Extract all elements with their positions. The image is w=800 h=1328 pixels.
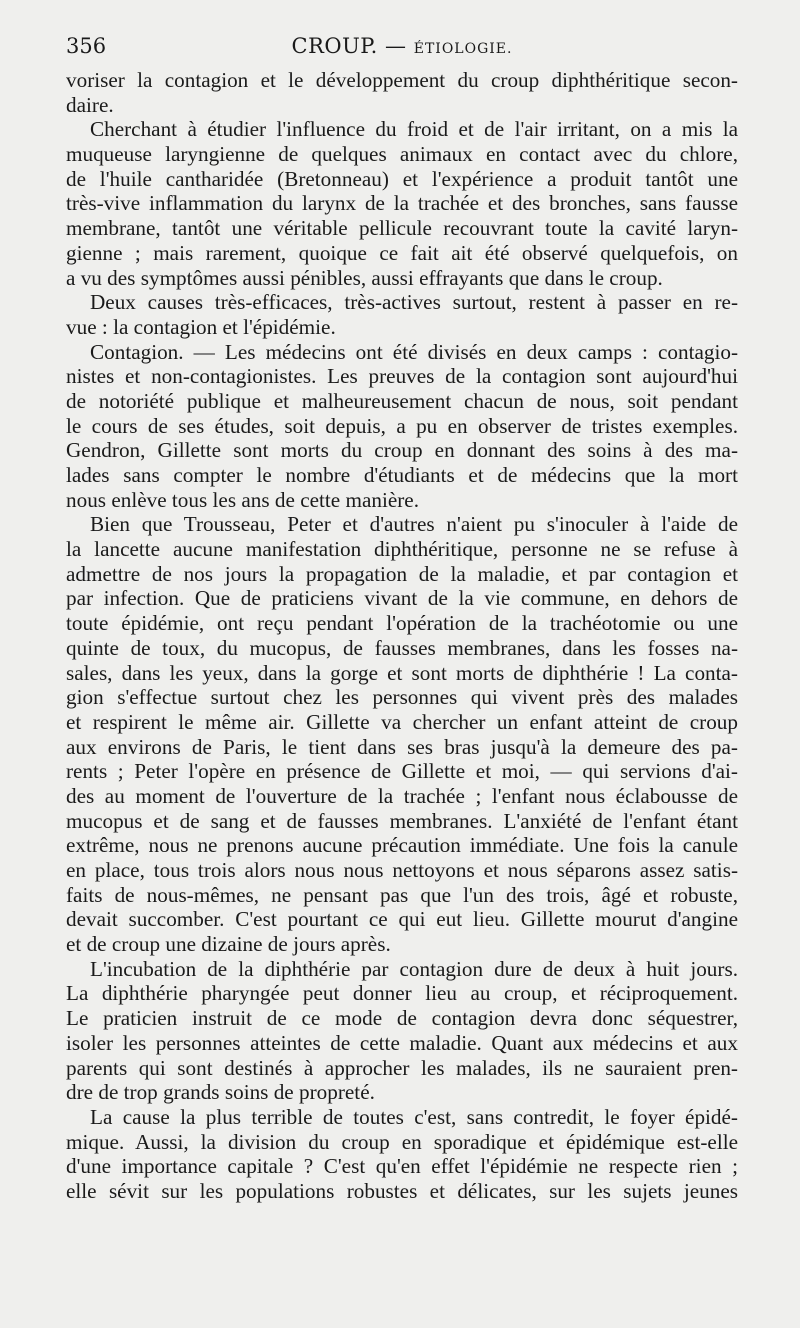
- text-line: voriser la contagion et le développement du croup diphthéritique secon-: [66, 68, 738, 92]
- text-line: quinte de toux, du mucopus, de fausses membranes, dans les fosses na-: [66, 635, 738, 660]
- text-line: a vu des symptômes aussi pénibles, aussi effrayants que dans le croup.: [66, 265, 663, 290]
- page-number: 356: [66, 34, 107, 58]
- text-line: membrane, tantôt une véritable pellicule recouvrant toute la cavité laryn-: [66, 216, 738, 241]
- text-line: aux environs de Paris, le tient dans ses bras jusqu'à la demeure des pa-: [66, 734, 738, 759]
- text-line: dre de trop grands soins de propreté.: [66, 1080, 375, 1105]
- text-line: et respirent le même air. Gillette va chercher un enfant atteint de croup: [66, 709, 738, 734]
- text-line: vue : la contagion et l'épidémie.: [66, 314, 336, 339]
- text-line: mique. Aussi, la division du croup en sporadique et épidémique est-elle: [66, 1129, 738, 1154]
- text-line: toute épidémie, ont reçu pendant l'opération de la trachéotomie ou une: [66, 611, 738, 636]
- text-line: gion s'effectue surtout chez les personnes qui vivent près des malades: [66, 685, 738, 710]
- text-line: des au moment de l'ouverture de la trachée ; l'enfant nous éclabousse de: [66, 783, 738, 808]
- text-line: par infection. Que de praticiens vivant de la vie commune, en dehors de: [66, 586, 738, 611]
- text-line: La cause la plus terrible de toutes c'est, sans contredit, le foyer épidé-: [90, 1104, 738, 1129]
- text-line: admettre de nos jours la propagation de la maladie, et par contagion et: [66, 561, 738, 586]
- text-line: parents qui sont destinés à approcher les malades, ils ne sauraient pren-: [66, 1055, 738, 1080]
- text-line: isoler les personnes atteintes de cette maladie. Quant aux médecins et aux: [66, 1030, 738, 1055]
- text-line: Deux causes très-efficaces, très-actives surtout, restent à passer en re-: [90, 290, 738, 315]
- title-sub: ÉTIOLOGIE.: [413, 41, 513, 57]
- text-line: sales, dans les yeux, dans la gorge et sont morts de diphthérie ! La conta-: [66, 660, 738, 685]
- text-line: rents ; Peter l'opère en présence de Gillette et moi, — qui servions d'ai-: [66, 759, 738, 784]
- text-line: le cours de ses études, soit depuis, a pu en observer de tristes exemples.: [66, 413, 738, 438]
- text-line: Bien que Trousseau, Peter et d'autres n'aient pu s'inoculer à l'aide de: [90, 512, 738, 537]
- text-line: Cherchant à étudier l'influence du froid et de l'air irritant, on a mis la: [90, 117, 738, 142]
- running-header: [66, 34, 738, 60]
- text-line: en place, tous trois alors nous nous nettoyons et nous séparons assez satis-: [66, 858, 738, 882]
- text-line: et de croup une dizaine de jours après.: [66, 932, 391, 957]
- text-line: de l'huile cantharidée (Bretonneau) et l'expérience a produit tantôt une: [66, 166, 738, 191]
- text-line: de notoriété publique et malheureusement chacun de nous, soit pendant: [66, 388, 738, 413]
- title-main: CROUP.: [291, 34, 378, 58]
- text-line: Le praticien instruit de ce mode de contagion devra donc séquestrer,: [66, 1006, 738, 1031]
- text-line: nous enlève tous les ans de cette manière.: [66, 487, 419, 512]
- text-line: gienne ; mais rarement, quoique ce fait ait été observé quelquefois, on: [66, 240, 738, 265]
- text-line: Contagion. — Les médecins ont été divisés en deux camps : contagio-: [90, 339, 738, 364]
- text-line: La diphthérie pharyngée peut donner lieu au croup, et réciproquement.: [66, 981, 738, 1006]
- text-line: muqueuse laryngienne de quelques animaux en contact avec du chlore,: [66, 142, 738, 167]
- text-line: d'une importance capitale ? C'est qu'en effet l'épidémie ne respecte rien ;: [66, 1154, 738, 1179]
- text-line: la lancette aucune manifestation diphthéritique, personne ne se refuse à: [66, 537, 738, 562]
- text-line: très-vive inflammation du larynx de la trachée et des bronches, sans fausse: [66, 191, 738, 216]
- text-line: mucopus et de sang et de fausses membranes. L'anxiété de l'enfant étant: [66, 808, 738, 833]
- text-line: nistes et non-contagionistes. Les preuves de la contagion sont aujourd'hui: [66, 364, 738, 389]
- text-line: extrême, nous ne prenons aucune précaution immédiate. Une fois la canule: [66, 833, 738, 858]
- text-line: faits de nous-mêmes, ne pensant pas que l'un des trois, âgé et robuste,: [66, 882, 738, 907]
- running-title: [66, 34, 738, 58]
- body-text: [66, 68, 738, 1204]
- text-line: L'incubation de la diphthérie par contagion dure de deux à huit jours.: [90, 956, 738, 981]
- text-line: Gendron, Gillette sont morts du croup en donnant des soins à des ma-: [66, 438, 738, 463]
- text-line: daire.: [66, 92, 114, 117]
- title-dash: —: [385, 34, 407, 58]
- text-line: devait succomber. C'est pourtant ce qui eut lieu. Gillette mourut d'angine: [66, 907, 738, 932]
- text-line: elle sévit sur les populations robustes et délicates, sur les sujets jeunes: [66, 1178, 738, 1203]
- text-line: lades sans compter le nombre d'étudiants et de médecins que la mort: [66, 463, 738, 487]
